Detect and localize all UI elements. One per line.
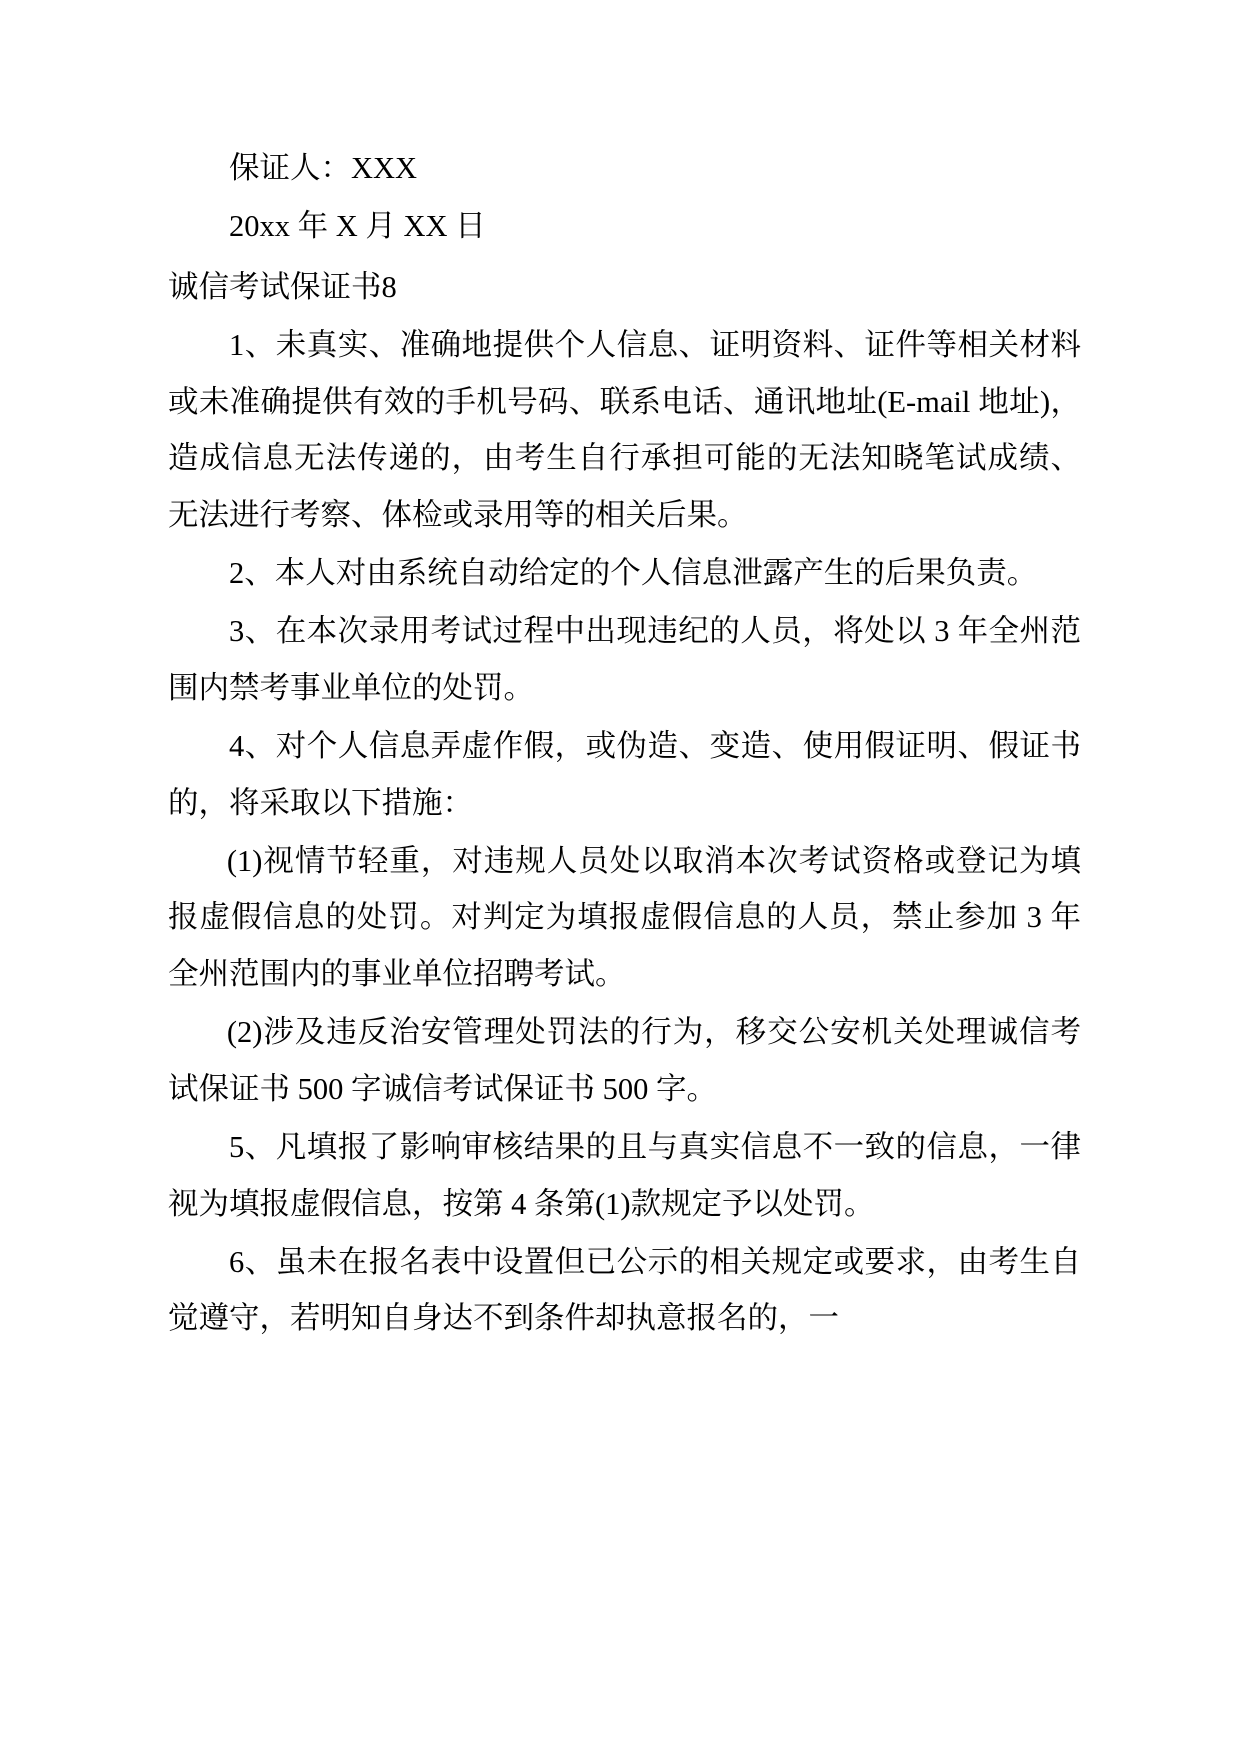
paragraph-2: 2、本人对由系统自动给定的个人信息泄露产生的后果负责。 <box>229 555 1038 590</box>
paragraph-4-sub-1: (1)视情节轻重，对违规人员处以取消本次考试资格或登记为填报虚假信息的处罚。对判定为填报虚假信息的人员，禁止参加 3 年全州范围内的事业单位招聘考试。 <box>168 844 1081 991</box>
guarantor-signature-line: 保证人：XXX <box>229 151 418 185</box>
document-body <box>168 140 1081 1347</box>
paragraph-6: 6、虽未在报名表中设置但已公示的相关规定或要求，由考生自觉遵守，若明知自身达不到条件却执意报名的，一 <box>168 1245 1081 1336</box>
paragraph-4-sub-2: (2)涉及违反治安管理处罚法的行为，移交公安机关处理诚信考试保证书 500 字诚信考试保证书 500 字。 <box>168 1015 1081 1106</box>
section-heading: 诚信考试保证书8 <box>168 269 397 304</box>
paragraph-4: 4、对个人信息弄虚作假，或伪造、变造、使用假证明、假证书的，将采取以下措施： <box>168 729 1081 820</box>
paragraph-1: 1、未真实、准确地提供个人信息、证明资料、证件等相关材料或未准确提供有效的手机号码、联系电话、通讯地址(E-mail 地址)，造成信息无法传递的，由考生自行承担可能的无法知晓笔试成绩、无法进行考察、体检或录用等的相关后果。 <box>168 328 1081 532</box>
paragraph-5: 5、凡填报了影响审核结果的且与真实信息不一致的信息，一律视为填报虚假信息，按第 4 条第(1)款规定予以处罚。 <box>168 1130 1081 1221</box>
paragraph-3: 3、在本次录用考试过程中出现违纪的人员，将处以 3 年全州范围内禁考事业单位的处罚。 <box>168 614 1081 705</box>
signature-date-line: 20xx 年 X 月 XX 日 <box>229 209 486 244</box>
